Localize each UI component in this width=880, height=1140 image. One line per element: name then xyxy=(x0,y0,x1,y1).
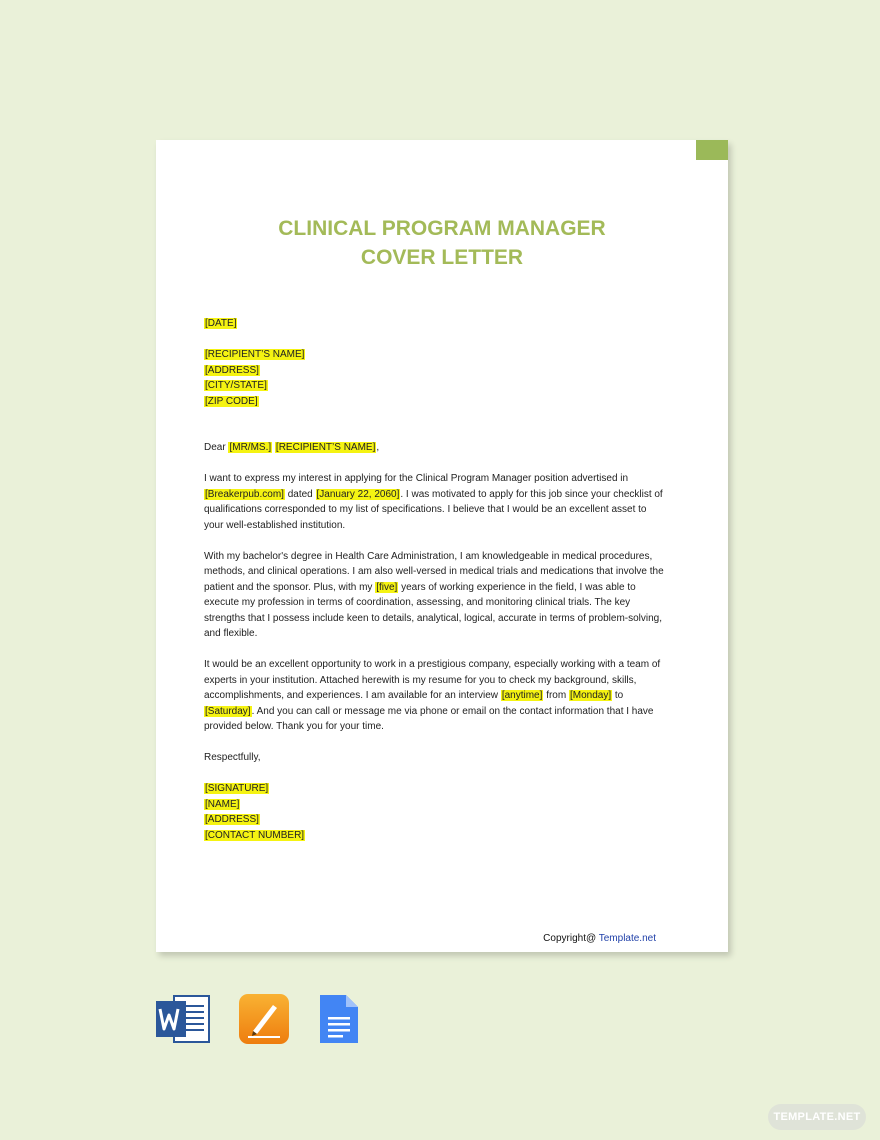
posting-date-placeholder: [January 22, 2060] xyxy=(316,488,400,500)
copyright-link[interactable]: Template.net xyxy=(598,933,656,944)
city-state-placeholder: [CITY/STATE] xyxy=(205,380,267,391)
copyright-notice: Copyright@ Template.net xyxy=(543,933,656,944)
title-line-1: CLINICAL PROGRAM MANAGER xyxy=(278,217,606,240)
letter-body xyxy=(204,316,664,843)
address-placeholder: [ADDRESS] xyxy=(205,364,259,376)
recipient-name-placeholder: [RECIPIENT’S NAME] xyxy=(205,349,305,360)
word-icon[interactable] xyxy=(156,993,208,1045)
title-placeholder: [MR/MS.] xyxy=(229,442,272,453)
signature-placeholder: [SIGNATURE] xyxy=(205,783,269,794)
title-line-2: COVER LETTER xyxy=(360,246,524,269)
day-from-placeholder: [Monday] xyxy=(569,690,612,701)
document-title xyxy=(156,214,728,272)
day-to-placeholder: [Saturday] xyxy=(205,705,251,717)
closing-address-placeholder: [ADDRESS] xyxy=(205,814,259,825)
document-page xyxy=(156,140,728,952)
closing-text: Respectfully, xyxy=(204,752,261,763)
paragraph-2: With my bachelor's degree in Health Care Administration, I am knowledgeable in medical procedures, methods, and clinical operations. I am also well-versed in medical trials and medications that involve the patient and the sponsor. Plus, with my [five] years of working experience in the field, I was able to execute my profession in terms of coordination, assessing, and monitoring clinical trials. The key strengths that I possess include keen to details, analytical, logical, accurate in terms of problem-solving, and flexible. xyxy=(204,550,664,639)
corner-accent xyxy=(696,140,728,160)
interview-time-placeholder: [anytime] xyxy=(501,690,543,701)
contact-number-placeholder: [CONTACT NUMBER] xyxy=(205,829,305,841)
name-placeholder: [NAME] xyxy=(205,798,240,810)
source-placeholder: [Breakerpub.com] xyxy=(205,488,284,500)
paragraph-1: I want to express my interest in applying for the Clinical Program Manager position advertised in [Breakerpub.com] dated [January 22, 2060]. I was motivated to apply for this job since your checklist of qualifications corresponded to my list of specifications. I believe that I would be an excellent asset to your well-established institution. xyxy=(204,473,663,531)
paragraph-3: It would be an excellent opportunity to work in a prestigious company, especially working with a team of experts in your institution. Attached herewith is my resume for you to check my background, skills, accomplishments, and experiences. I am available for an interview [anytime] from [Monday] to [Saturday]. And you can call or message me via phone or email on the contact information that I have provided below. Thank you for your time. xyxy=(204,659,661,732)
years-placeholder: [five] xyxy=(376,581,398,593)
salutation-name-placeholder: [RECIPIENT’S NAME] xyxy=(275,442,376,453)
salutation: Dear [MR/MS.] [RECIPIENT’S NAME], xyxy=(204,442,380,453)
zip-code-placeholder: [ZIP CODE] xyxy=(205,395,258,407)
google-docs-icon[interactable] xyxy=(318,993,370,1045)
watermark-badge: TEMPLATE.NET xyxy=(768,1104,866,1130)
pages-icon[interactable] xyxy=(238,993,290,1045)
date-placeholder: [DATE] xyxy=(205,318,237,329)
